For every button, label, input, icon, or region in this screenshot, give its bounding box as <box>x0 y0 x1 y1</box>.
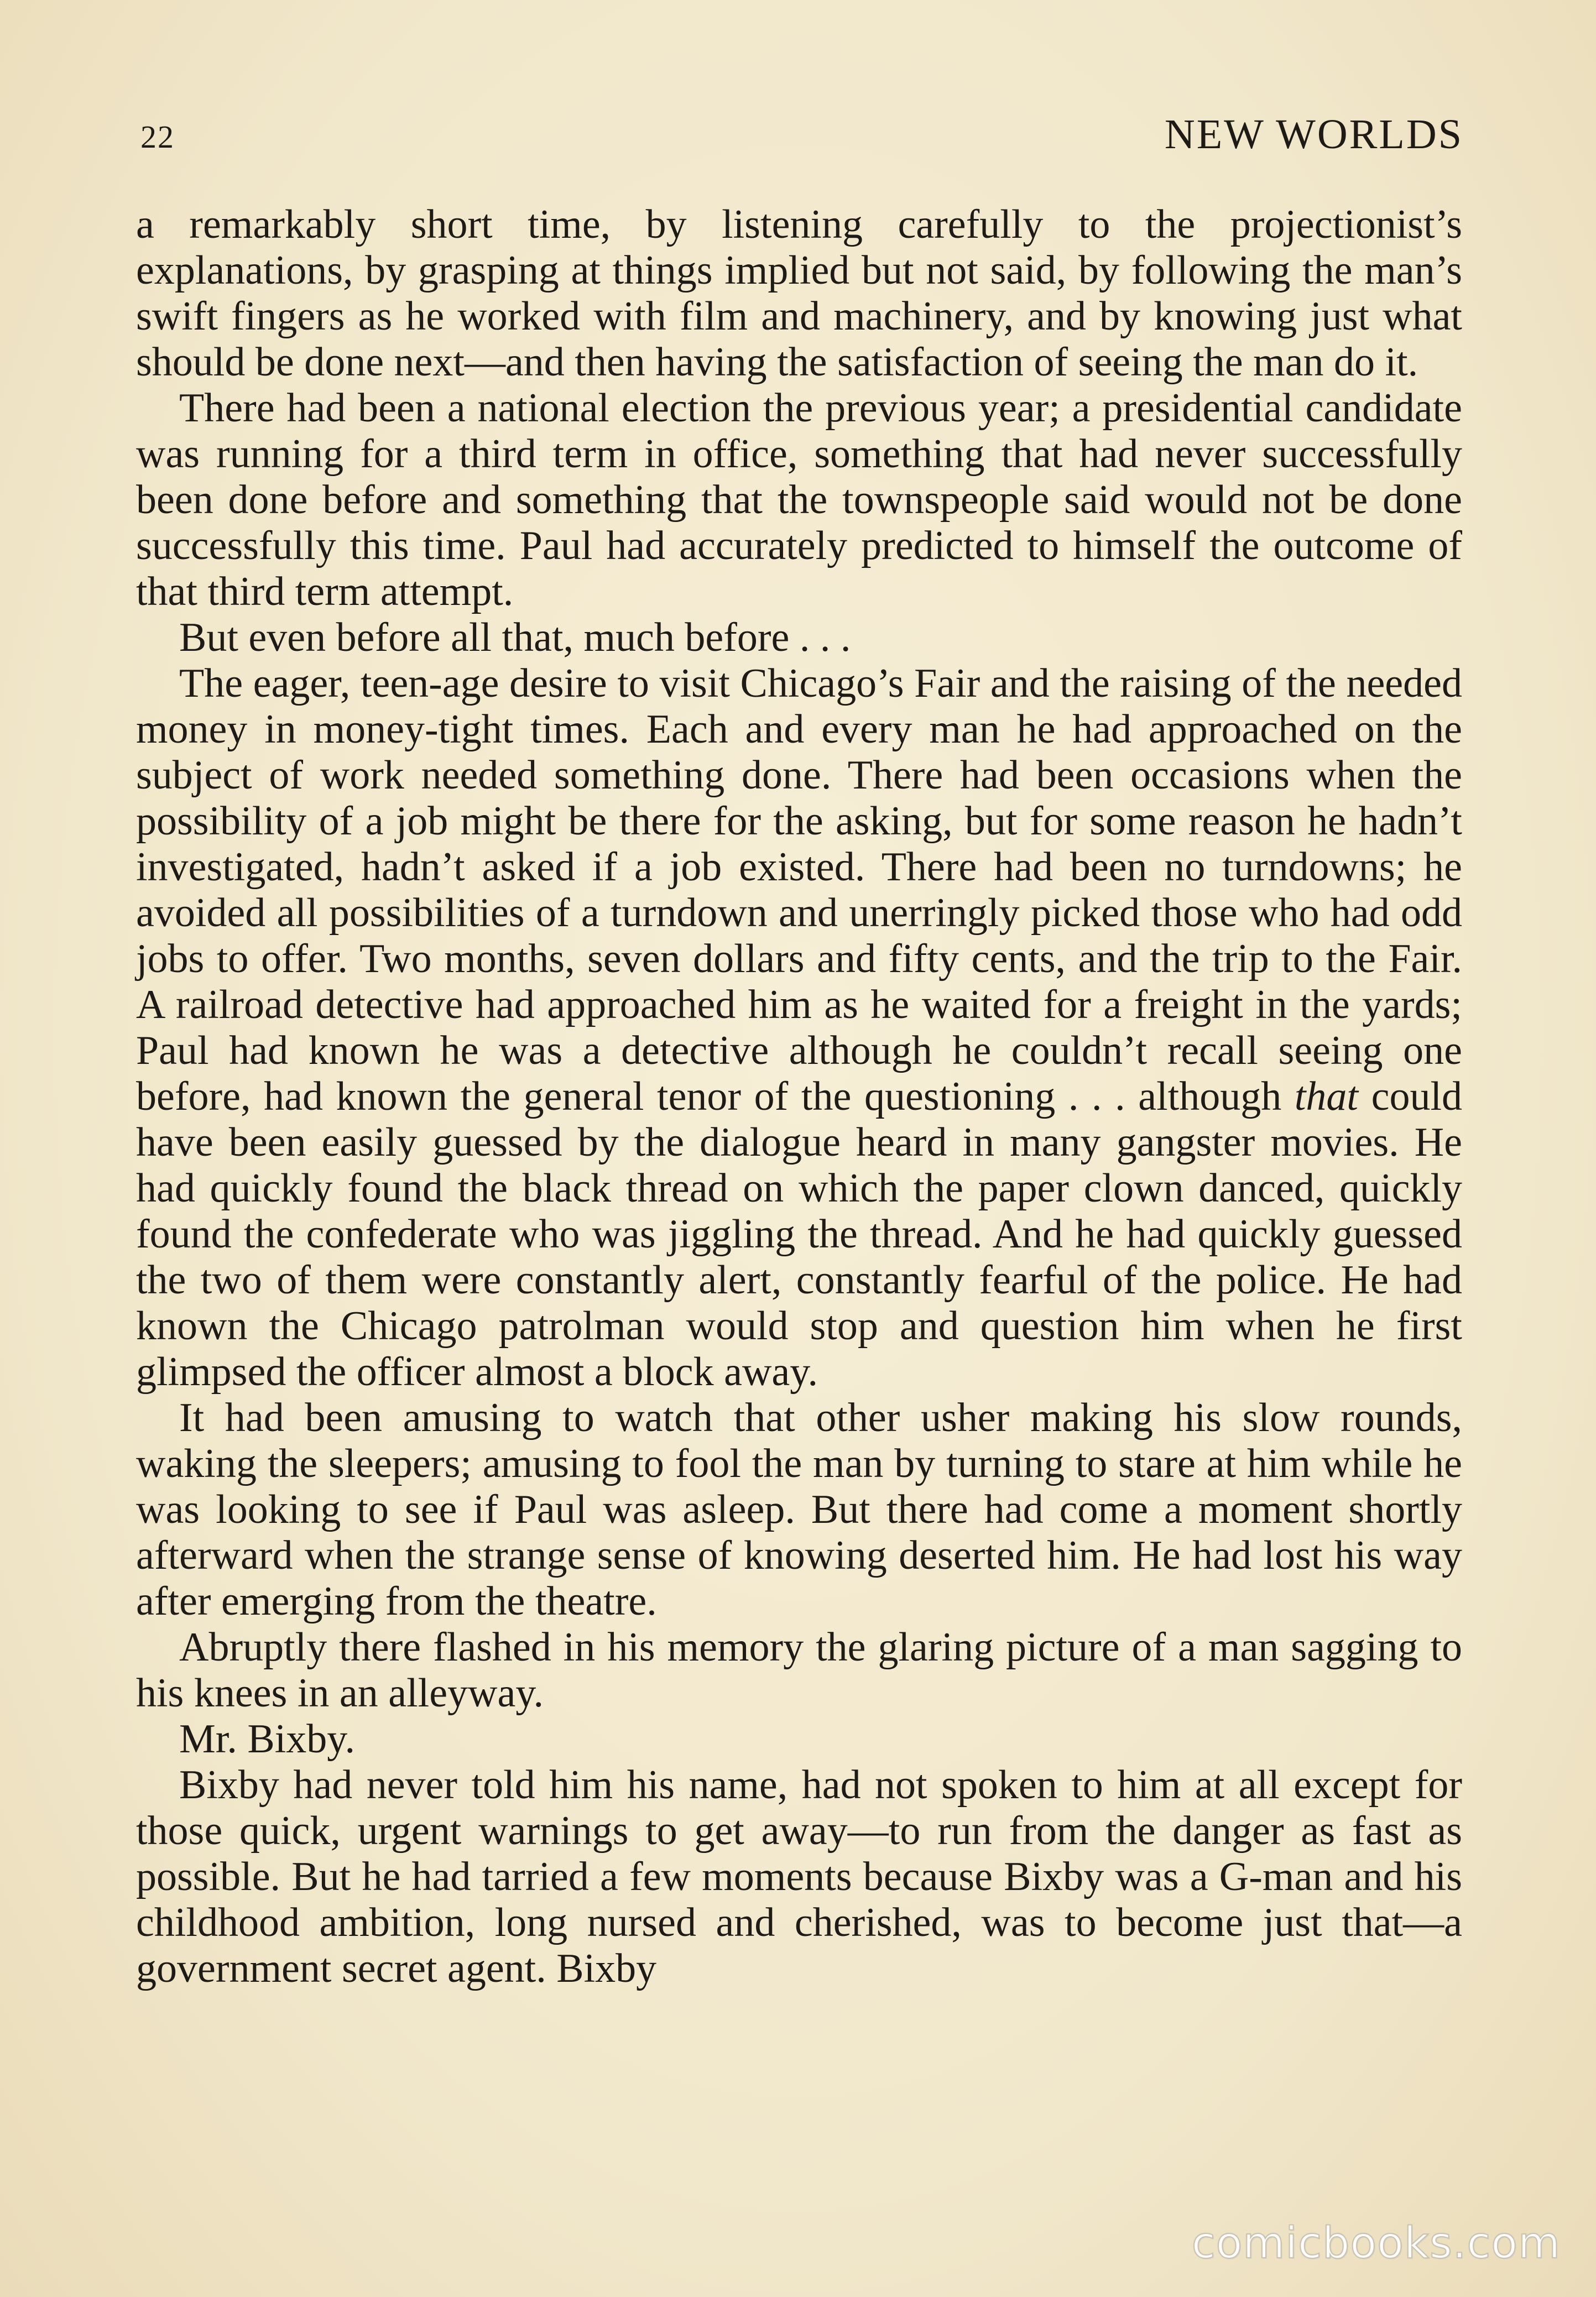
text-run: The eager, teen-age desire to visit Chicago’s Fair and the raising of the needed money in money-tight times. Each and every man he had approached on the subject of work needed something done. There had been occasions when the possibility of a job might be there for the asking, but for some reason he hadn’t investigated, hadn’t asked if a job existed. There had been no turndowns; he avoided all possibilities of a turndown and unerringly picked those who had odd jobs to offer. Two months, seven dollars and fifty cents, and the trip to the Fair. A railroad detective had approached him as he waited for a freight in the yards; Paul had known he was a detective although he couldn’t recall seeing one before, had known the general tenor of the questioning . . . although <box>136 661 1462 1119</box>
text-run: a remarkably short time, by listening carefully to the projectionist’s explanations, by grasping at things implied but not said, by following the man’s swift fingers as he worked with film and machinery, and by knowing just what should be done next—and then having the satisfaction of seeing the man do it. <box>136 202 1462 385</box>
paragraph <box>136 385 1462 615</box>
text-run: could have been easily guessed by the dialogue heard in many gangster movies. He had quickly found the black thread on which the paper clown danced, quickly found the confederate who was jiggling the thread. And he had quickly guessed the two of them were constantly alert, constantly fearful of the police. He had known the Chicago patrolman would stop and question him when he first glimpsed the officer almost a block away. <box>136 1074 1463 1395</box>
page-number: 22 <box>140 119 175 155</box>
text-run: But even before all that, much before . . . <box>179 615 851 660</box>
paragraph <box>136 1625 1462 1716</box>
body-text <box>136 202 1462 1992</box>
text-run: Mr. Bixby. <box>179 1716 355 1762</box>
text-run: There had been a national election the previous year; a presidential candidate was running for a third term in office, something that had never successfully been done before and something that the townspeople said would not be done successfully this time. Paul had accurately predicted to himself the outcome of that third term attempt. <box>136 385 1462 614</box>
paragraph <box>136 1395 1462 1625</box>
watermark-logo: comicbooks.com <box>1191 2218 1561 2268</box>
text-run: Bixby had never told him his name, had not spoken to him at all except for those quick, urgent warnings to get away—to run from the danger as fast as possible. But he had tarried a few moments because Bixby was a G-man and his childhood ambition, long nursed and cherished, was to become just that—a government secret agent. Bixby <box>136 1762 1462 1991</box>
text-run: It had been amusing to watch that other usher making his slow rounds, waking the sleepers; amusing to fool the man by turning to stare at him while he was looking to see if Paul was asleep. But there had come a moment shortly afterward when the strange sense of knowing deserted him. He had lost his way after emerging from the theatre. <box>136 1395 1462 1624</box>
paragraph <box>136 202 1462 385</box>
paragraph <box>136 1716 1462 1762</box>
paragraph <box>136 615 1462 661</box>
text-run: Abruptly there flashed in his memory the glaring picture of a man sagging to his knees in an alleyway. <box>136 1625 1462 1716</box>
running-head: NEW WORLDS <box>1164 111 1463 158</box>
paragraph <box>136 1762 1462 1992</box>
page-header <box>140 111 1463 166</box>
italic-text: that <box>1294 1074 1358 1119</box>
paragraph <box>136 661 1462 1395</box>
